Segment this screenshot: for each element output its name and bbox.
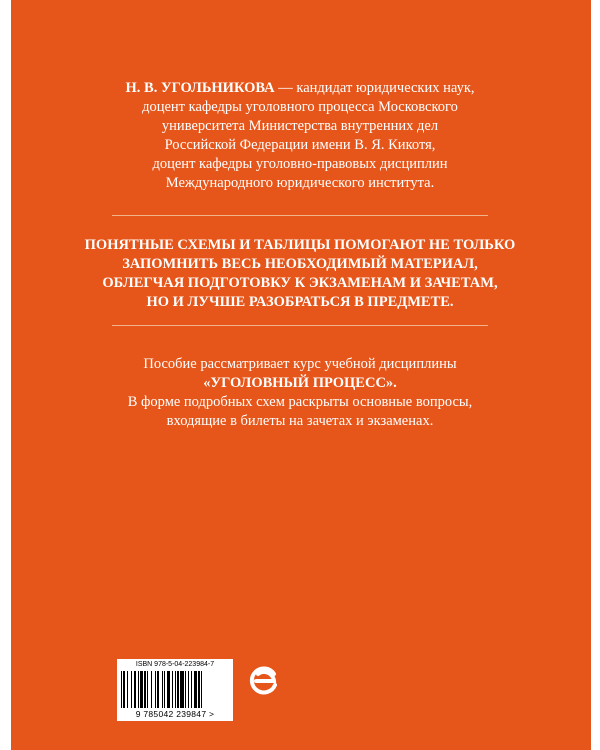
- eksmo-logo-icon: [249, 665, 279, 695]
- about-line-1: Пособие рассматривает курс учебной дисциплины: [143, 356, 457, 372]
- author-name: Н. В. УГОЛЬНИКОВА: [125, 80, 275, 96]
- author-line-1-rest: — кандидат юридических наук,: [274, 80, 475, 96]
- about-text: [0, 355, 600, 431]
- author-line-3: университета Министерства внутренних дел: [161, 118, 439, 134]
- author-line-4: Российской Федерации имени В. Я. Кикотя,: [164, 137, 436, 153]
- course-title: «УГОЛОВНЫЙ ПРОЦЕСС».: [203, 375, 397, 391]
- author-bio: [0, 79, 600, 193]
- author-line-2: доцент кафедры уголовного процесса Московского: [142, 99, 458, 115]
- barcode-digits: 9 785042 239847 >: [135, 709, 215, 719]
- highlight-line-4: НО И ЛУЧШЕ РАЗОБРАТЬСЯ В ПРЕДМЕТЕ.: [146, 294, 454, 310]
- highlight-line-3: ОБЛЕГЧАЯ ПОДГОТОВКУ К ЭКЗАМЕНАМ И ЗАЧЕТАМ,: [102, 275, 498, 291]
- author-line-6: Международного юридического института.: [165, 175, 435, 191]
- barcode: [117, 659, 233, 721]
- divider-top: [112, 215, 488, 216]
- highlight-line-2: ЗАПОМНИТЬ ВЕСЬ НЕОБХОДИМЫЙ МАТЕРИАЛ,: [122, 256, 478, 272]
- highlight-text: [0, 236, 600, 312]
- isbn-label: ISBN 978-5-04-223984-7: [135, 661, 215, 668]
- highlight-line-1: ПОНЯТНЫЕ СХЕМЫ И ТАБЛИЦЫ ПОМОГАЮТ НЕ ТОЛЬКО: [84, 237, 516, 253]
- author-line-1: [0, 79, 600, 98]
- author-line-5: доцент кафедры уголовно-правовых дисциплин: [152, 156, 448, 172]
- divider-bottom: [112, 325, 488, 326]
- about-line-4: входящие в билеты на зачетах и экзаменах.: [166, 413, 434, 429]
- about-line-3: В форме подробных схем раскрыты основные вопросы,: [127, 394, 473, 410]
- barcode-bars: [121, 671, 229, 708]
